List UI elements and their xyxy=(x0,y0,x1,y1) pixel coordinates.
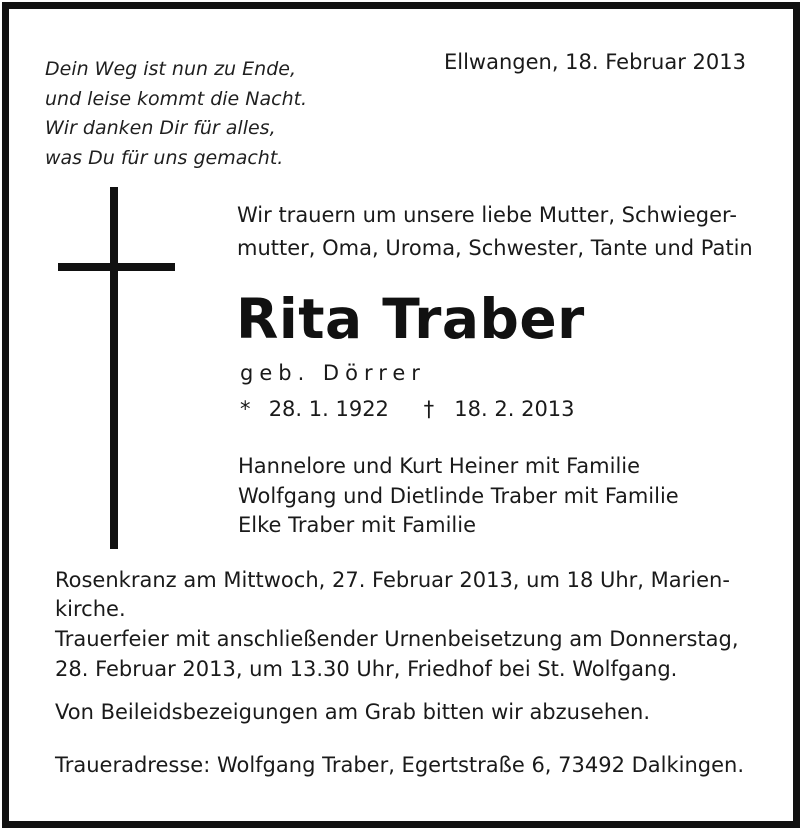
birth-symbol: * xyxy=(240,397,251,421)
rosary-notice-cont: kirche. xyxy=(55,597,126,621)
life-dates xyxy=(240,397,575,421)
family-line: Wolfgang und Dietlinde Traber mit Familie xyxy=(238,483,679,508)
funeral-notice-cont: 28. Februar 2013, um 13.30 Uhr, Friedhof bei St. Wolfgang. xyxy=(55,657,678,681)
cross-icon xyxy=(110,187,118,549)
poem-line: und leise kommt die Nacht. xyxy=(45,87,308,110)
condolence-notice: Von Beileidsbezeigungen am Grab bitten wir abzusehen. xyxy=(55,700,651,724)
rosary-notice: Rosenkranz am Mittwoch, 27. Februar 2013, um 18 Uhr, Marien- xyxy=(55,568,730,592)
poem-line: was Du für uns gemacht. xyxy=(45,146,284,169)
death-date: 18. 2. 2013 xyxy=(454,397,575,421)
funeral-notice: Trauerfeier mit anschließender Urnenbeisetzung am Donnerstag, xyxy=(55,627,739,651)
deceased-name: Rita Traber xyxy=(236,287,585,351)
poem-line: Wir danken Dir für alles, xyxy=(45,117,276,139)
birth-name: geb. Dörrer xyxy=(240,361,426,385)
mourning-address: Traueradresse: Wolfgang Traber, Egertstraße 6, 73492 Dalkingen. xyxy=(55,753,745,777)
birth-date: 28. 1. 1922 xyxy=(268,397,389,421)
family-line: Elke Traber mit Familie xyxy=(238,513,477,537)
death-symbol: † xyxy=(423,397,435,421)
mourning-intro xyxy=(237,199,753,265)
poem-line: Dein Weg ist nun zu Ende, xyxy=(45,58,296,80)
place-date: Ellwangen, 18. Februar 2013 xyxy=(443,50,746,74)
intro-line: Wir trauern um unsere liebe Mutter, Schwieger- xyxy=(237,203,737,227)
family-line: Hannelore und Kurt Heiner mit Familie xyxy=(238,454,641,478)
family-list xyxy=(238,452,679,541)
poem xyxy=(45,55,307,173)
intro-line: mutter, Oma, Uroma, Schwester, Tante und Patin xyxy=(237,236,753,260)
cross-icon-crossbar xyxy=(58,263,175,271)
